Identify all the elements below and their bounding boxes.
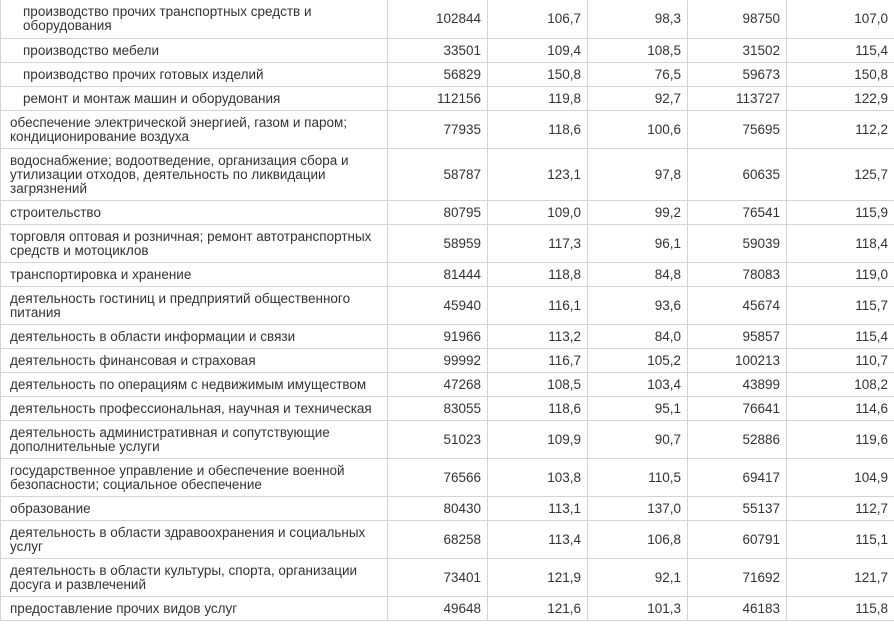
cell-value: 76566 — [388, 459, 488, 497]
cell-value: 80430 — [388, 497, 488, 521]
table-row — [1, 559, 894, 597]
cell-value: 108,5 — [488, 373, 588, 397]
cell-value: 75695 — [688, 111, 787, 149]
cell-value: 103,8 — [488, 459, 588, 497]
cell-value: 58787 — [388, 149, 488, 201]
cell-value: 115,4 — [787, 325, 894, 349]
cell-value: 113,2 — [488, 325, 588, 349]
cell-value: 114,6 — [787, 397, 894, 421]
cell-value: 150,8 — [787, 63, 894, 87]
cell-value: 115,4 — [787, 39, 894, 63]
cell-value: 31502 — [688, 39, 787, 63]
table-row — [1, 597, 894, 621]
row-label: торговля оптовая и розничная; ремонт автотранспортных средств и мотоциклов — [1, 225, 388, 263]
cell-value: 105,2 — [588, 349, 688, 373]
table-body — [1, 0, 894, 621]
table-row — [1, 63, 894, 87]
cell-value: 99992 — [388, 349, 488, 373]
cell-value: 73401 — [388, 559, 488, 597]
cell-value: 97,8 — [588, 149, 688, 201]
table-row — [1, 397, 894, 421]
table-row — [1, 497, 894, 521]
cell-value: 81444 — [388, 263, 488, 287]
cell-value: 43899 — [688, 373, 787, 397]
row-label: деятельность гостиниц и предприятий общественного питания — [1, 287, 388, 325]
cell-value: 59673 — [688, 63, 787, 87]
cell-value: 117,3 — [488, 225, 588, 263]
table-row — [1, 349, 894, 373]
cell-value: 108,2 — [787, 373, 894, 397]
cell-value: 76541 — [688, 201, 787, 225]
row-label: деятельность административная и сопутствующие дополнительные услуги — [1, 421, 388, 459]
cell-value: 33501 — [388, 39, 488, 63]
cell-value: 104,9 — [787, 459, 894, 497]
cell-value: 98750 — [688, 0, 787, 39]
cell-value: 113,4 — [488, 521, 588, 559]
cell-value: 119,0 — [787, 263, 894, 287]
cell-value: 121,7 — [787, 559, 894, 597]
cell-value: 150,8 — [488, 63, 588, 87]
row-label: деятельность в области информации и связи — [1, 325, 388, 349]
cell-value: 91966 — [388, 325, 488, 349]
cell-value: 58959 — [388, 225, 488, 263]
cell-value: 60635 — [688, 149, 787, 201]
cell-value: 77935 — [388, 111, 488, 149]
cell-value: 68258 — [388, 521, 488, 559]
row-label: ремонт и монтаж машин и оборудования — [1, 87, 388, 111]
cell-value: 113727 — [688, 87, 787, 111]
cell-value: 102844 — [388, 0, 488, 39]
cell-value: 100213 — [688, 349, 787, 373]
cell-value: 93,6 — [588, 287, 688, 325]
table-row — [1, 149, 894, 201]
table-row — [1, 201, 894, 225]
cell-value: 95,1 — [588, 397, 688, 421]
cell-value: 118,6 — [488, 111, 588, 149]
cell-value: 90,7 — [588, 421, 688, 459]
cell-value: 108,5 — [588, 39, 688, 63]
cell-value: 119,6 — [787, 421, 894, 459]
cell-value: 45674 — [688, 287, 787, 325]
row-label: деятельность профессиональная, научная и техническая — [1, 397, 388, 421]
cell-value: 125,7 — [787, 149, 894, 201]
cell-value: 115,9 — [787, 201, 894, 225]
cell-value: 51023 — [388, 421, 488, 459]
cell-value: 121,6 — [488, 597, 588, 621]
cell-value: 109,0 — [488, 201, 588, 225]
cell-value: 100,6 — [588, 111, 688, 149]
row-label: производство прочих транспортных средств и оборудования — [1, 0, 388, 39]
cell-value: 110,5 — [588, 459, 688, 497]
cell-value: 60791 — [688, 521, 787, 559]
cell-value: 69417 — [688, 459, 787, 497]
table-row — [1, 373, 894, 397]
cell-value: 76641 — [688, 397, 787, 421]
row-label: образование — [1, 497, 388, 521]
cell-value: 121,9 — [488, 559, 588, 597]
cell-value: 49648 — [388, 597, 488, 621]
cell-value: 112156 — [388, 87, 488, 111]
cell-value: 112,2 — [787, 111, 894, 149]
cell-value: 106,8 — [588, 521, 688, 559]
table-row — [1, 287, 894, 325]
cell-value: 84,0 — [588, 325, 688, 349]
cell-value: 106,7 — [488, 0, 588, 39]
cell-value: 99,2 — [588, 201, 688, 225]
cell-value: 59039 — [688, 225, 787, 263]
cell-value: 103,4 — [588, 373, 688, 397]
table-row — [1, 325, 894, 349]
cell-value: 115,8 — [787, 597, 894, 621]
cell-value: 107,0 — [787, 0, 894, 39]
cell-value: 118,4 — [787, 225, 894, 263]
table-row — [1, 421, 894, 459]
cell-value: 45940 — [388, 287, 488, 325]
cell-value: 80795 — [388, 201, 488, 225]
row-label: водоснабжение; водоотведение, организация сбора и утилизации отходов, деятельность по ликвидации загрязнений — [1, 149, 388, 201]
cell-value: 52886 — [688, 421, 787, 459]
table-row — [1, 39, 894, 63]
cell-value: 92,7 — [588, 87, 688, 111]
cell-value: 71692 — [688, 559, 787, 597]
cell-value: 95857 — [688, 325, 787, 349]
cell-value: 116,7 — [488, 349, 588, 373]
cell-value: 92,1 — [588, 559, 688, 597]
cell-value: 56829 — [388, 63, 488, 87]
cell-value: 101,3 — [588, 597, 688, 621]
cell-value: 119,8 — [488, 87, 588, 111]
cell-value: 123,1 — [488, 149, 588, 201]
row-label: производство мебели — [1, 39, 388, 63]
cell-value: 116,1 — [488, 287, 588, 325]
cell-value: 112,7 — [787, 497, 894, 521]
cell-value: 76,5 — [588, 63, 688, 87]
cell-value: 118,8 — [488, 263, 588, 287]
cell-value: 122,9 — [787, 87, 894, 111]
cell-value: 113,1 — [488, 497, 588, 521]
cell-value: 55137 — [688, 497, 787, 521]
cell-value: 109,9 — [488, 421, 588, 459]
cell-value: 110,7 — [787, 349, 894, 373]
cell-value: 84,8 — [588, 263, 688, 287]
table-row — [1, 225, 894, 263]
row-label: деятельность по операциям с недвижимым имуществом — [1, 373, 388, 397]
table-row — [1, 521, 894, 559]
row-label: обеспечение электрической энергией, газом и паром; кондиционирование воздуха — [1, 111, 388, 149]
cell-value: 98,3 — [588, 0, 688, 39]
row-label: деятельность в области культуры, спорта, организации досуга и развлечений — [1, 559, 388, 597]
row-label: предоставление прочих видов услуг — [1, 597, 388, 621]
table-row — [1, 263, 894, 287]
row-label: производство прочих готовых изделий — [1, 63, 388, 87]
table-row — [1, 87, 894, 111]
table-row — [1, 111, 894, 149]
table-row — [1, 0, 894, 39]
cell-value: 46183 — [688, 597, 787, 621]
cell-value: 118,6 — [488, 397, 588, 421]
row-label: деятельность в области здравоохранения и социальных услуг — [1, 521, 388, 559]
cell-value: 47268 — [388, 373, 488, 397]
row-label: государственное управление и обеспечение военной безопасности; социальное обеспечение — [1, 459, 388, 497]
cell-value: 83055 — [388, 397, 488, 421]
cell-value: 137,0 — [588, 497, 688, 521]
table-row — [1, 459, 894, 497]
row-label: строительство — [1, 201, 388, 225]
cell-value: 109,4 — [488, 39, 588, 63]
cell-value: 115,1 — [787, 521, 894, 559]
row-label: деятельность финансовая и страховая — [1, 349, 388, 373]
cell-value: 115,7 — [787, 287, 894, 325]
cell-value: 96,1 — [588, 225, 688, 263]
cell-value: 78083 — [688, 263, 787, 287]
row-label: транспортировка и хранение — [1, 263, 388, 287]
